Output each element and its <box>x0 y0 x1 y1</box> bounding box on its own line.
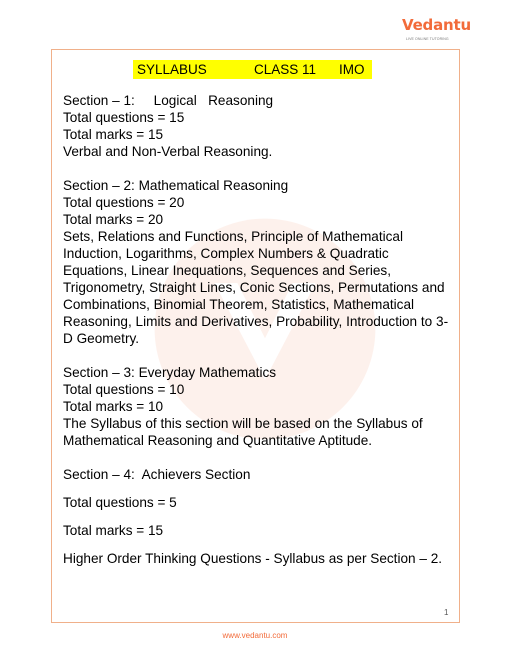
total-marks: Total marks = 15 <box>63 523 164 538</box>
total-questions: Total questions = 20 <box>63 195 185 210</box>
title-syllabus: SYLLABUS <box>137 62 207 77</box>
total-marks: Total marks = 15 <box>63 127 164 142</box>
section-details: The Syllabus of this section will be based on the Syllabus of Mathematical Reasoning and Quantitative Aptitude. <box>63 416 423 448</box>
section-4 <box>63 466 453 567</box>
total-marks: Total marks = 20 <box>63 212 164 227</box>
vedantu-logo <box>402 16 471 50</box>
section-details: Higher Order Thinking Questions - Syllabus as per Section – 2. <box>63 551 443 566</box>
section-heading: Section – 2: Mathematical Reasoning <box>63 178 289 193</box>
logo-tagline: LIVE ONLINE TUTORING <box>406 37 449 41</box>
section-heading: Section – 1: Logical Reasoning <box>63 93 274 108</box>
section-2 <box>63 177 453 347</box>
section-3 <box>63 364 453 449</box>
title-exam: IMO <box>339 62 365 77</box>
section-details: Sets, Relations and Functions, Principle of Mathematical Induction, Logarithms, Complex Numbers & Quadratic Equations, Linear Inequations, Sequences and Series, Trigonometry, Straight Lines, Conic Sections, Permutations and Combinations, Binomial Theorem, Statistics, Mathematical Reasoning, Limits and Derivatives, Probability, Introduction to 3-D Geometry. <box>63 229 449 346</box>
section-heading: Section – 3: Everyday Mathematics <box>63 365 277 380</box>
section-heading: Section – 4: Achievers Section <box>63 467 251 482</box>
syllabus-content <box>63 92 453 567</box>
total-questions: Total questions = 10 <box>63 382 185 397</box>
logo-wordmark: Vedantu <box>402 16 471 34</box>
document-title <box>133 60 372 79</box>
total-questions: Total questions = 5 <box>63 495 177 510</box>
title-class: CLASS 11 <box>254 62 317 77</box>
section-details: Verbal and Non-Verbal Reasoning. <box>63 144 273 159</box>
total-marks: Total marks = 10 <box>63 399 164 414</box>
total-questions: Total questions = 15 <box>63 110 185 125</box>
section-1 <box>63 92 453 160</box>
footer-url[interactable]: www.vedantu.com <box>222 631 288 640</box>
page-number: 1 <box>444 608 449 617</box>
